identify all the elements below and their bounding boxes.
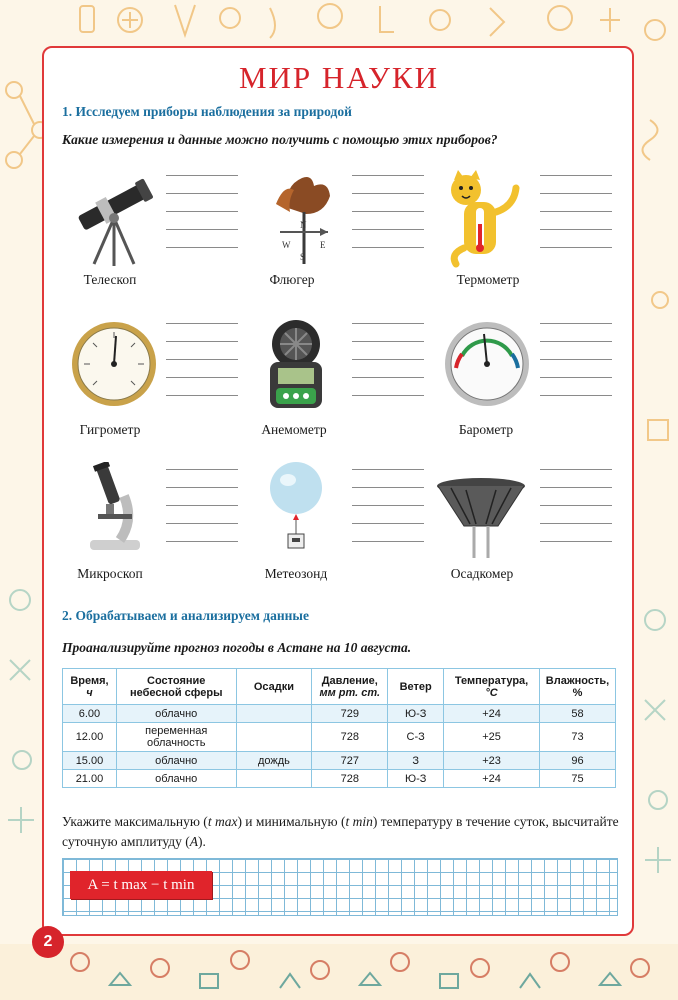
cell-pressure: 729 <box>312 705 388 723</box>
thermometer-icon <box>446 168 526 268</box>
cell-humidity: 58 <box>539 705 615 723</box>
header-line2: % <box>572 686 583 699</box>
cell-sky: облачно <box>116 770 236 788</box>
header-line1: Время, <box>70 674 109 687</box>
header-line1: Ветер <box>399 680 432 693</box>
answer-lines[interactable] <box>352 452 424 542</box>
cell-temperature: +23 <box>444 752 540 770</box>
cell-humidity: 73 <box>539 723 615 752</box>
header-line2: небесной сферы <box>129 686 223 699</box>
cell-precipitation <box>236 770 312 788</box>
task-fragment: ) температуру в течение суток, высчитайте суточную амплитуду ( <box>62 814 619 849</box>
cell-wind: Ю-З <box>388 770 444 788</box>
header-line2: °C <box>485 686 498 699</box>
svg-text:E: E <box>320 240 326 250</box>
header-line1: Состояние <box>147 674 206 687</box>
header-line2: мм рт. ст. <box>319 686 381 699</box>
cell-wind: З <box>388 752 444 770</box>
table-row <box>63 770 616 788</box>
instrument-label: Метеозонд <box>264 566 328 581</box>
section1-question: Какие измерения и данные можно получить с помощью этих приборов? <box>62 132 498 147</box>
task-text <box>62 812 622 852</box>
tmin-symbol: t min <box>345 814 373 829</box>
section2-heading: 2. Обрабатываем и анализируем данные <box>62 608 309 623</box>
cell-humidity: 75 <box>539 770 615 788</box>
instrument-label: Анемометр <box>261 422 327 437</box>
cell-temperature: +24 <box>444 770 540 788</box>
amplitude-symbol: A <box>189 834 198 849</box>
forecast-table <box>62 668 616 788</box>
svg-text:W: W <box>282 240 291 250</box>
answer-lines[interactable] <box>352 306 424 396</box>
answer-lines[interactable] <box>166 452 238 542</box>
cell-sky: переменная облачность <box>116 723 236 752</box>
answer-lines[interactable] <box>540 158 612 248</box>
answer-lines[interactable] <box>352 158 424 248</box>
cell-sky: облачно <box>116 752 236 770</box>
col-header-sky <box>116 669 236 705</box>
answer-lines[interactable] <box>166 158 238 248</box>
cell-pressure: 728 <box>312 723 388 752</box>
task-fragment: ) и минимальную ( <box>237 814 346 829</box>
page-number: 2 <box>32 926 64 958</box>
formula-box: A = t max − t min <box>70 871 212 899</box>
table-header-row <box>63 669 616 705</box>
barometer-icon <box>442 318 532 410</box>
header-line2: ч <box>86 686 93 699</box>
instrument-label: Телескоп <box>83 272 137 287</box>
anemometer-icon <box>256 318 336 410</box>
cell-pressure: 728 <box>312 770 388 788</box>
table-row <box>63 752 616 770</box>
answer-lines[interactable] <box>540 306 612 396</box>
instrument-label: Гигрометр <box>79 422 141 437</box>
cell-time: 6.00 <box>63 705 117 723</box>
cell-humidity: 96 <box>539 752 615 770</box>
cell-precipitation <box>236 705 312 723</box>
answer-lines[interactable] <box>540 452 612 542</box>
svg-text:N: N <box>300 220 307 230</box>
weather-balloon-icon <box>258 462 338 554</box>
col-header-wind <box>388 669 444 705</box>
svg-text:S: S <box>300 252 306 262</box>
section2-question: Проанализируйте прогноз погоды в Астане на 10 августа. <box>62 640 412 655</box>
header-line1: Давление, <box>321 674 378 687</box>
section1-heading: 1. Исследуем приборы наблюдения за природой <box>62 104 352 119</box>
cell-pressure: 727 <box>312 752 388 770</box>
col-header-time <box>63 669 117 705</box>
cell-time: 21.00 <box>63 770 117 788</box>
header-line1: Влажность, <box>545 674 610 687</box>
cell-time: 12.00 <box>63 723 117 752</box>
cell-wind: С-З <box>388 723 444 752</box>
col-header-humidity <box>539 669 615 705</box>
header-line1: Осадки <box>253 680 295 693</box>
table-row <box>63 723 616 752</box>
instrument-label: Микроскоп <box>77 566 143 581</box>
table-row <box>63 705 616 723</box>
hygrometer-icon <box>70 318 160 410</box>
rain-gauge-icon <box>436 462 526 558</box>
instrument-label: Осадкомер <box>450 566 514 581</box>
cell-temperature: +25 <box>444 723 540 752</box>
telescope-icon <box>70 168 160 268</box>
cell-precipitation: дождь <box>236 752 312 770</box>
cell-sky: облачно <box>116 705 236 723</box>
cell-time: 15.00 <box>63 752 117 770</box>
header-line1: Температура, <box>454 674 529 687</box>
instrument-label: Флюгер <box>269 272 315 287</box>
answer-lines[interactable] <box>166 306 238 396</box>
task-fragment: ). <box>198 834 206 849</box>
page-title: МИР НАУКИ <box>238 60 439 95</box>
col-header-temperature <box>444 669 540 705</box>
col-header-pressure <box>312 669 388 705</box>
task-fragment: Укажите максимальную ( <box>62 814 208 829</box>
weathervane-icon <box>258 168 348 268</box>
instrument-label: Барометр <box>458 422 514 437</box>
cell-precipitation <box>236 723 312 752</box>
col-header-precipitation <box>236 669 312 705</box>
instrument-label: Термометр <box>456 272 520 287</box>
microscope-icon <box>70 462 160 554</box>
cell-temperature: +24 <box>444 705 540 723</box>
cell-wind: Ю-З <box>388 705 444 723</box>
tmax-symbol: t max <box>207 814 238 829</box>
